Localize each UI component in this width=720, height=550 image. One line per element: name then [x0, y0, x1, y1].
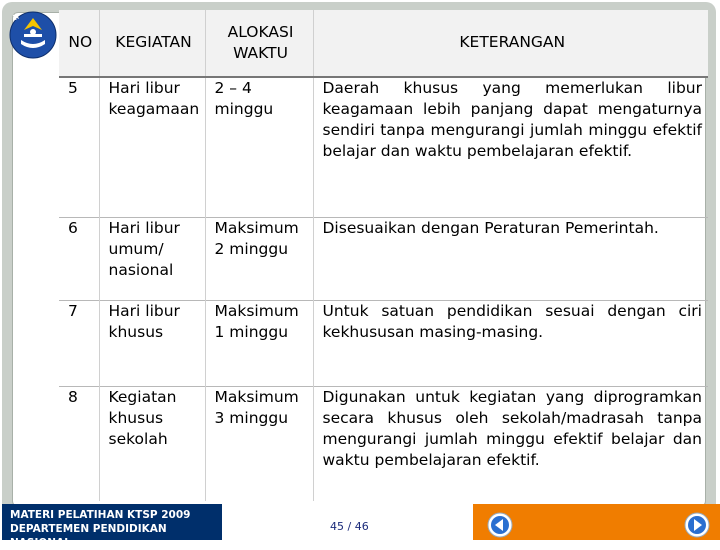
cell-keterangan: Daerah khusus yang memerlukan libur keagamaan lebih panjang dapat mengaturnya sendiri tanpa mengurangi jumlah minggu efektif belajar dan waktu pembelajaran efektif. [313, 77, 708, 218]
header-kegiatan: KEGIATAN [99, 10, 205, 77]
cell-keterangan: Untuk satuan pendidikan sesuai dengan ciri kekhususan masing-masing. [313, 301, 708, 387]
svg-text:✲: ✲ [12, 13, 20, 23]
header-no: NO [59, 10, 99, 77]
cell-no: 7 [59, 301, 99, 387]
cell-no: 6 [59, 217, 99, 300]
cell-alokasi: Maksimum 1 minggu [205, 301, 313, 387]
table-row [59, 217, 708, 300]
cell-kegiatan: Hari libur keagamaan [99, 77, 205, 218]
table-row [59, 301, 708, 387]
cell-alokasi: 2 – 4 minggu [205, 77, 313, 218]
cell-keterangan: Disesuaikan dengan Peraturan Pemerintah. [313, 217, 708, 300]
schedule-table [59, 10, 708, 501]
cell-alokasi: Maksimum 3 minggu [205, 386, 313, 501]
table-header-row [59, 10, 708, 77]
cell-alokasi: Maksimum 2 minggu [205, 217, 313, 300]
next-slide-icon[interactable] [684, 512, 710, 538]
footer-line-2: DEPARTEMEN PENDIDIKAN NASIONAL [10, 523, 167, 549]
page-number: 45 / 46 [330, 520, 369, 533]
footer-line-1: MATERI PELATIHAN KTSP 2009 [10, 509, 191, 521]
cell-kegiatan: Hari libur khusus [99, 301, 205, 387]
cell-no: 8 [59, 386, 99, 501]
footer-title [2, 504, 222, 549]
table-row [59, 386, 708, 501]
header-keterangan: KETERANGAN [313, 10, 708, 77]
header-alokasi-waktu: ALOKASI WAKTU [205, 10, 313, 77]
previous-slide-icon[interactable] [487, 512, 513, 538]
cell-kegiatan: Kegiatan khusus sekolah [99, 386, 205, 501]
cell-kegiatan: Hari libur umum/ nasional [99, 217, 205, 300]
tut-wuri-handayani-logo-icon [8, 10, 58, 60]
cell-keterangan: Digunakan untuk kegiatan yang diprogramkan secara khusus oleh sekolah/madrasah tanpa mengurangi jumlah minggu efektif belajar dan waktu pembelajaran efektif. [313, 386, 708, 501]
table-row [59, 77, 708, 218]
cell-no: 5 [59, 77, 99, 218]
